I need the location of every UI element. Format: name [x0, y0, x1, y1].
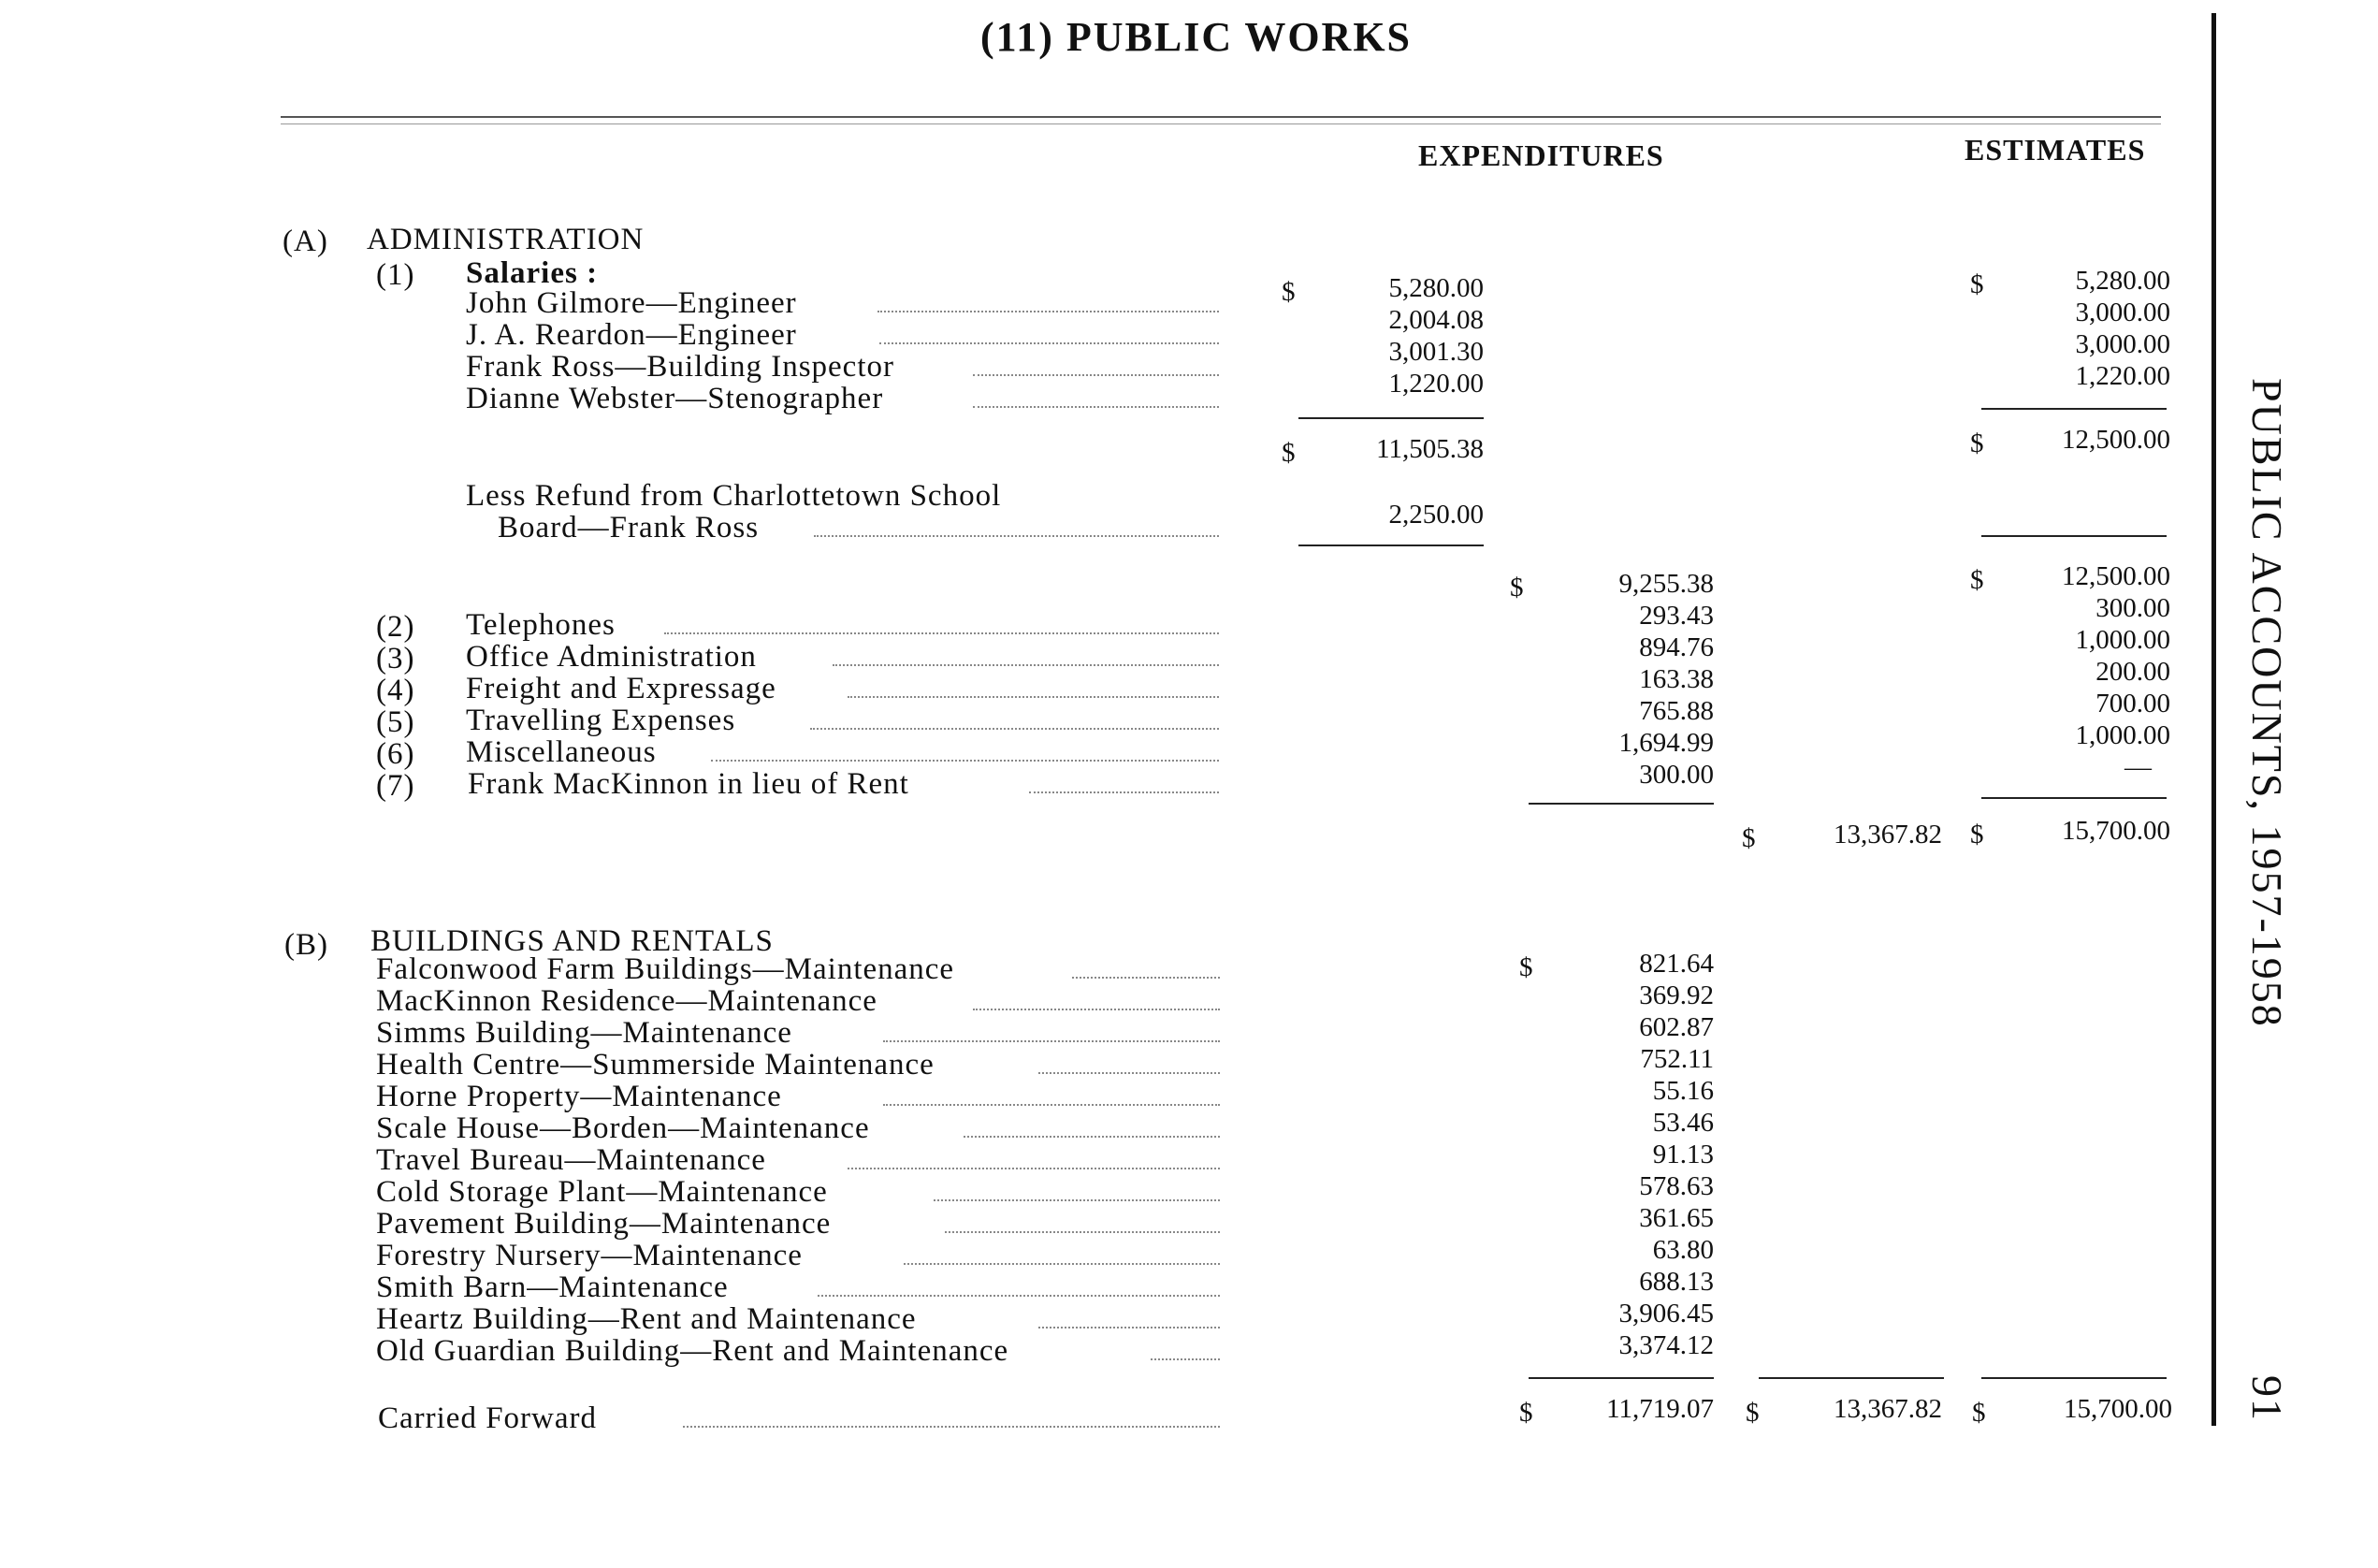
salary-label: John Gilmore—Engineer	[466, 286, 797, 320]
building-expenditure: 55.16	[1652, 1076, 1714, 1106]
total-rule	[1529, 1377, 1714, 1379]
admin-total-estimate: 15,700.00	[2062, 816, 2170, 846]
dot-leader	[945, 1231, 1220, 1233]
building-label: Health Centre—Summerside Maintenance	[376, 1048, 935, 1082]
section-b-heading: BUILDINGS AND RENTALS	[370, 924, 774, 958]
building-expenditure: 361.65	[1639, 1203, 1714, 1233]
dot-leader	[664, 632, 1219, 634]
building-label: Travel Bureau—Maintenance	[376, 1143, 766, 1177]
salary-expenditure: 5,280.00	[1388, 273, 1484, 303]
dot-leader	[814, 535, 1219, 537]
currency-sign: $	[1519, 1398, 1533, 1428]
carried-forward-estimate: 15,700.00	[2064, 1394, 2172, 1424]
building-expenditure: 752.11	[1640, 1044, 1714, 1074]
building-expenditure: 63.80	[1652, 1235, 1714, 1265]
dot-leader	[711, 760, 1219, 762]
subtotal-rule	[1298, 544, 1484, 546]
item-label: Telephones	[466, 608, 616, 642]
item-number: (3)	[376, 642, 415, 675]
dot-leader	[848, 696, 1219, 698]
page-title: (11) PUBLIC WORKS	[980, 14, 1413, 60]
dot-leader	[1038, 1327, 1220, 1328]
salaries-total-expenditure: 11,505.38	[1376, 434, 1484, 464]
item-number: (5)	[376, 705, 415, 739]
currency-sign: $	[1742, 823, 1756, 853]
item-number: (7)	[376, 769, 415, 803]
salary-estimate: 3,000.00	[2075, 329, 2170, 359]
item-expenditure: 163.38	[1639, 664, 1714, 694]
salary-label: Dianne Webster—Stenographer	[466, 382, 884, 415]
net-salaries-estimate: 12,500.00	[2062, 561, 2170, 591]
item-expenditure: 1,694.99	[1618, 728, 1714, 758]
building-label: Heartz Building—Rent and Maintenance	[376, 1302, 917, 1336]
subtotal-rule	[1529, 803, 1714, 805]
item-label: Travelling Expenses	[466, 704, 736, 737]
building-label: Forestry Nursery—Maintenance	[376, 1239, 803, 1272]
building-label: Simms Building—Maintenance	[376, 1016, 792, 1050]
dot-leader	[1038, 1072, 1220, 1074]
item-estimate: —	[2124, 752, 2152, 782]
building-expenditure: 602.87	[1639, 1012, 1714, 1042]
dot-leader	[848, 1168, 1220, 1169]
carried-forward-expenditure: 11,719.07	[1606, 1394, 1714, 1424]
building-label: Old Guardian Building—Rent and Maintenance	[376, 1334, 1009, 1368]
dot-leader	[883, 1104, 1220, 1106]
currency-sign: $	[1972, 1398, 1986, 1428]
total-rule	[1759, 1377, 1944, 1379]
currency-sign: $	[1970, 820, 1984, 849]
item-expenditure: 894.76	[1639, 632, 1714, 662]
building-label: Cold Storage Plant—Maintenance	[376, 1175, 828, 1209]
dot-leader	[883, 1040, 1220, 1042]
item-estimate: 700.00	[2095, 689, 2170, 719]
admin-total-expenditure: 13,367.82	[1834, 820, 1942, 849]
salary-estimate: 3,000.00	[2075, 298, 2170, 327]
currency-sign: $	[1282, 438, 1296, 468]
dot-leader	[1072, 977, 1220, 979]
salary-label: J. A. Reardon—Engineer	[466, 318, 797, 352]
carried-forward-label: Carried Forward	[378, 1401, 598, 1435]
item-label: Frank MacKinnon in lieu of Rent	[468, 767, 909, 801]
item-number: (6)	[376, 737, 415, 771]
building-expenditure: 578.63	[1639, 1171, 1714, 1201]
dot-leader	[818, 1295, 1220, 1297]
dot-leader	[964, 1136, 1220, 1138]
dot-leader	[1151, 1358, 1220, 1360]
dot-leader	[683, 1426, 1220, 1428]
dot-leader	[833, 664, 1219, 666]
building-label: Horne Property—Maintenance	[376, 1080, 782, 1113]
item-estimate: 1,000.00	[2075, 625, 2170, 655]
subtotal-rule	[1981, 797, 2167, 799]
salaries-total-estimate: 12,500.00	[2062, 425, 2170, 455]
subtotal-rule	[1981, 535, 2167, 537]
building-expenditure: 53.46	[1652, 1108, 1714, 1138]
salary-expenditure: 3,001.30	[1388, 337, 1484, 367]
section-a-heading: ADMINISTRATION	[367, 223, 645, 256]
salaries-heading: Salaries :	[466, 256, 599, 290]
refund-line-1: Less Refund from Charlottetown School	[466, 479, 1002, 513]
salary-expenditure: 1,220.00	[1388, 369, 1484, 399]
salaries-number: (1)	[376, 258, 415, 292]
currency-sign: $	[1282, 277, 1296, 307]
item-number: (4)	[376, 674, 415, 707]
item-label: Freight and Expressage	[466, 672, 776, 705]
item-label: Office Administration	[466, 640, 757, 674]
header-rule	[281, 116, 2161, 118]
dot-leader	[904, 1263, 1220, 1265]
dot-leader	[973, 406, 1219, 408]
salary-label: Frank Ross—Building Inspector	[466, 350, 894, 384]
currency-sign: $	[1970, 428, 1984, 458]
carried-forward-total: 13,367.82	[1834, 1394, 1942, 1424]
dot-leader	[934, 1199, 1220, 1201]
refund-amount: 2,250.00	[1388, 500, 1484, 530]
building-expenditure: 369.92	[1639, 980, 1714, 1010]
item-expenditure: 765.88	[1639, 696, 1714, 726]
currency-sign: $	[1746, 1398, 1760, 1428]
side-title: PUBLIC ACCOUNTS, 1957-1958	[2243, 378, 2291, 1028]
item-expenditure: 300.00	[1639, 760, 1714, 790]
dot-leader	[877, 311, 1219, 312]
building-expenditure: 91.13	[1652, 1140, 1714, 1169]
section-b-marker: (B)	[284, 928, 328, 962]
item-estimate: 300.00	[2095, 593, 2170, 623]
dot-leader	[810, 728, 1219, 730]
currency-sign: $	[1970, 565, 1984, 595]
column-header-expenditures: EXPENDITURES	[1418, 138, 1664, 172]
item-estimate: 200.00	[2095, 657, 2170, 687]
salary-expenditure: 2,004.08	[1388, 305, 1484, 335]
item-number: (2)	[376, 610, 415, 644]
building-expenditure: 821.64	[1639, 949, 1714, 979]
subtotal-rule	[1298, 417, 1484, 419]
currency-sign: $	[1510, 573, 1524, 603]
item-expenditure: 293.43	[1639, 601, 1714, 631]
binding-line	[2211, 13, 2216, 1426]
building-expenditure: 3,906.45	[1618, 1299, 1714, 1328]
section-a-marker: (A)	[283, 225, 328, 258]
building-expenditure: 3,374.12	[1618, 1330, 1714, 1360]
column-header-estimates: ESTIMATES	[1965, 133, 2146, 167]
page-number: 91	[2243, 1375, 2291, 1422]
header-rule-2	[281, 123, 2161, 124]
item-label: Miscellaneous	[466, 735, 657, 769]
refund-line-2: Board—Frank Ross	[498, 511, 760, 544]
building-label: Pavement Building—Maintenance	[376, 1207, 832, 1241]
salary-estimate: 1,220.00	[2075, 361, 2170, 391]
building-label: Scale House—Borden—Maintenance	[376, 1111, 870, 1145]
building-label: MacKinnon Residence—Maintenance	[376, 984, 877, 1018]
dot-leader	[973, 374, 1219, 376]
currency-sign: $	[1519, 952, 1533, 982]
currency-sign: $	[1970, 269, 1984, 299]
building-expenditure: 688.13	[1639, 1267, 1714, 1297]
total-rule	[1981, 1377, 2167, 1379]
building-label: Smith Barn—Maintenance	[376, 1270, 729, 1304]
item-estimate: 1,000.00	[2075, 720, 2170, 750]
dot-leader	[879, 342, 1219, 344]
dot-leader	[973, 1009, 1220, 1010]
subtotal-rule	[1981, 408, 2167, 410]
building-label: Falconwood Farm Buildings—Maintenance	[376, 952, 955, 986]
dot-leader	[1029, 791, 1219, 793]
salary-estimate: 5,280.00	[2075, 266, 2170, 296]
net-salaries-expenditure: 9,255.38	[1618, 569, 1714, 599]
